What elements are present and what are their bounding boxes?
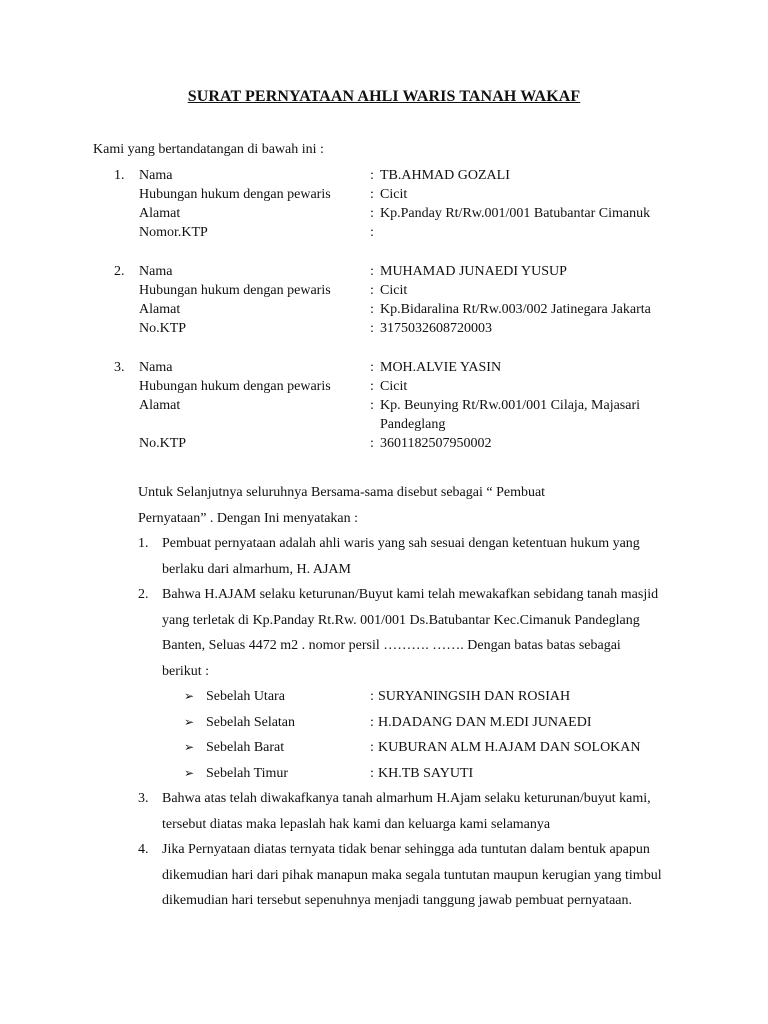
field-value: 3601182507950002 xyxy=(380,436,492,451)
boundary-colon: : xyxy=(370,689,374,704)
field-label: Alamat xyxy=(139,302,181,317)
statement-text: Jika Pernyataan diatas ternyata tidak benar sehingga ada tuntutan dalam bentuk apapun dikemudian hari dari pihak manapun maka segala tuntutan maupun kerugian yang timbul dikemudian hari tersebut sepenuhnya menjadi tanggung jawab pembuat pernyataan. xyxy=(162,842,662,908)
field-value: Cicit xyxy=(380,187,408,202)
field-label: No.KTP xyxy=(139,321,187,336)
arrow-bullet-icon: ➢ xyxy=(184,689,195,703)
intro-text: Kami yang bertandatangan di bawah ini : xyxy=(93,142,324,157)
boundary-value: KH.TB SAYUTI xyxy=(378,765,474,781)
boundary-colon: : xyxy=(370,714,374,730)
field-label: Alamat xyxy=(139,398,181,413)
boundary-colon: : xyxy=(370,765,374,781)
field-value: Kp. Beunying Rt/Rw.001/001 Cilaja, Majasari Pandeglang xyxy=(380,398,641,432)
field-value: Kp.Panday Rt/Rw.001/001 Batubantar Cimanuk xyxy=(380,206,651,221)
field-colon: : xyxy=(370,321,374,336)
boundary-row xyxy=(184,761,678,787)
boundary-row xyxy=(184,684,678,710)
statement-intro: Untuk Selanjutnya seluruhnya Bersama-sama disebut sebagai “ Pembuat Pernyataan” . Dengan Ini menyatakan : xyxy=(138,485,546,526)
arrow-bullet-icon: ➢ xyxy=(184,765,195,780)
statement-item-2 xyxy=(138,582,678,786)
field-colon: : xyxy=(370,206,374,221)
field-colon: : xyxy=(370,264,374,279)
document-title: SURAT PERNYATAAN AHLI WARIS TANAH WAKAF xyxy=(187,88,581,105)
field-label: Hubungan hukum dengan pewaris xyxy=(139,379,331,394)
boundary-label: Sebelah Selatan xyxy=(206,714,296,730)
field-value: MUHAMAD JUNAEDI YUSUP xyxy=(380,264,567,279)
field-value: 3175032608720003 xyxy=(380,321,492,336)
boundary-row xyxy=(184,735,678,761)
person-number: 2. xyxy=(114,264,125,279)
person-number: 1. xyxy=(114,168,125,183)
field-label: Nomor.KTP xyxy=(139,225,208,240)
statement-item-1 xyxy=(138,531,678,582)
boundary-value: KUBURAN ALM H.AJAM DAN SOLOKAN xyxy=(378,740,641,755)
field-colon: : xyxy=(370,283,374,298)
field-value: Kp.Bidaralina Rt/Rw.003/002 Jatinegara Jakarta xyxy=(380,302,651,317)
field-label: Hubungan hukum dengan pewaris xyxy=(139,283,331,298)
boundary-label: Sebelah Utara xyxy=(206,689,285,704)
field-label: No.KTP xyxy=(139,436,187,451)
boundary-label: Sebelah Timur xyxy=(206,765,289,781)
statement-number: 4. xyxy=(138,842,149,857)
statement-item-4 xyxy=(138,837,678,914)
field-colon: : xyxy=(370,168,374,183)
field-colon: : xyxy=(370,360,374,375)
statement-text: Pembuat pernyataan adalah ahli waris yang sah sesuai dengan ketentuan hukum yang berlaku dari almarhum, H. AJAM xyxy=(162,536,640,577)
field-label: Alamat xyxy=(139,206,181,221)
field-colon: : xyxy=(370,398,374,413)
boundary-value: H.DADANG DAN M.EDI JUNAEDI xyxy=(378,714,592,730)
field-colon: : xyxy=(370,225,374,240)
field-label: Nama xyxy=(139,360,173,375)
statement-text: Bahwa atas telah diwakafkanya tanah almarhum H.Ajam selaku keturunan/buyut kami, tersebut diatas maka lepaslah hak kami dan keluarga kami selamanya xyxy=(162,791,651,832)
statement-item-3 xyxy=(138,786,678,837)
boundary-list xyxy=(162,684,678,786)
statement-number: 3. xyxy=(138,791,149,806)
statement-text: Bahwa H.AJAM selaku keturunan/Buyut kami telah mewakafkan sebidang tanah masjid yang terletak di Kp.Panday Rt.Rw. 001/001 Ds.Batubantar Kec.Cimanuk Pandeglang Banten, Seluas 4472 m2 . nomor persil ………. ……. Dengan batas batas sebagai berikut : xyxy=(162,587,659,679)
arrow-bullet-icon: ➢ xyxy=(184,714,195,729)
field-colon: : xyxy=(370,302,374,317)
boundary-colon: : xyxy=(370,740,374,755)
person-number: 3. xyxy=(114,360,125,375)
boundary-label: Sebelah Barat xyxy=(206,740,285,755)
boundary-value: SURYANINGSIH DAN ROSIAH xyxy=(378,689,571,704)
field-colon: : xyxy=(370,379,374,394)
field-value: Cicit xyxy=(380,379,408,394)
field-value: MOH.ALVIE YASIN xyxy=(380,360,502,375)
statement-number: 1. xyxy=(138,536,149,551)
statement-number: 2. xyxy=(138,587,149,602)
field-value: Cicit xyxy=(380,283,408,298)
field-label: Hubungan hukum dengan pewaris xyxy=(139,187,331,202)
field-label: Nama xyxy=(139,264,173,279)
boundary-row xyxy=(184,710,678,736)
statement-section xyxy=(138,480,678,914)
field-colon: : xyxy=(370,436,374,451)
field-value: TB.AHMAD GOZALI xyxy=(380,168,510,183)
arrow-bullet-icon: ➢ xyxy=(184,740,195,754)
field-label: Nama xyxy=(139,168,173,183)
field-colon: : xyxy=(370,187,374,202)
